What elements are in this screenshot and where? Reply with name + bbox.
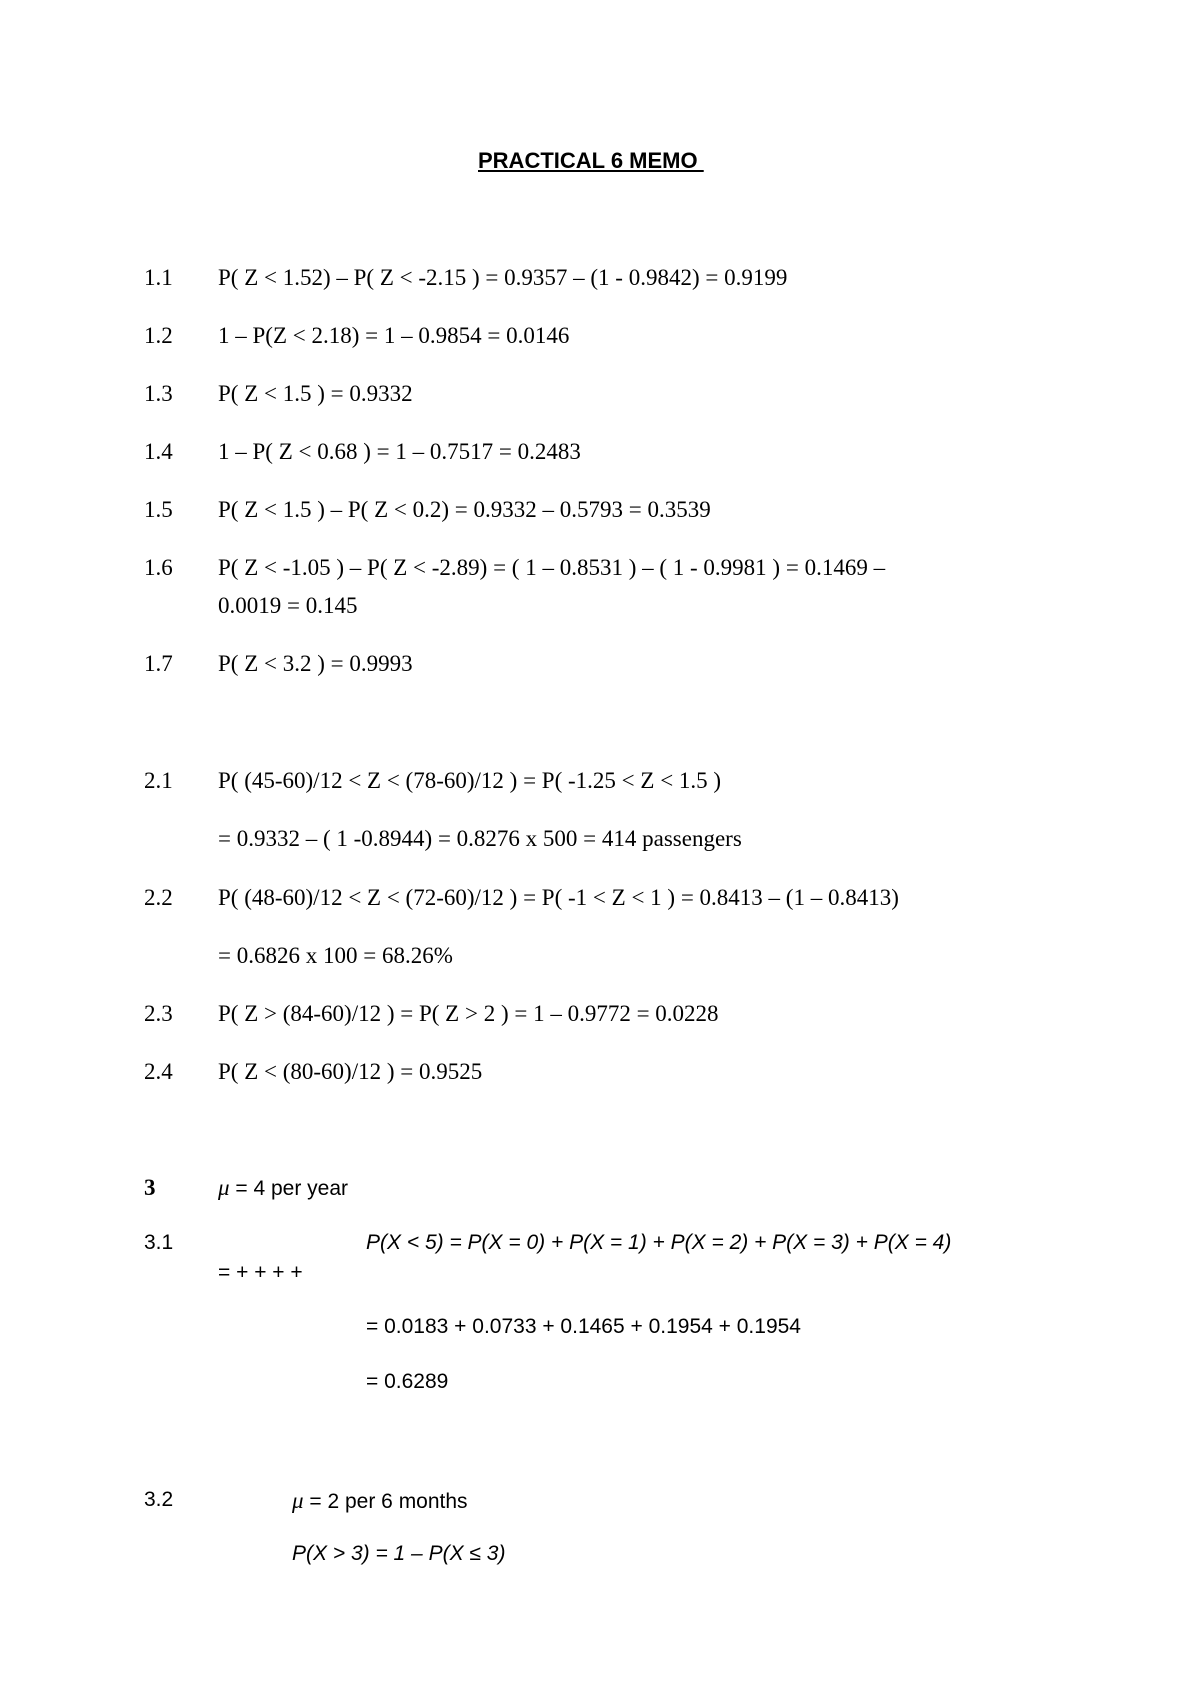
answer-text: = 0.9332 – ( 1 -0.8944) = 0.8276 x 500 = 414 passengers [218, 826, 742, 851]
question-number: 3.2 [144, 1488, 174, 1511]
answer-text: P( Z > (84-60)/12 ) = P( Z > 2 ) = 1 – 0.9772 = 0.0228 [218, 1001, 719, 1026]
answer-text: P( Z < 3.2 ) = 0.9993 [218, 651, 413, 676]
answer-text: 1 – P(Z < 2.18) = 1 – 0.9854 = 0.0146 [218, 323, 570, 348]
answer-text: = + + + + [218, 1261, 303, 1284]
mu-symbol: μ [218, 1175, 230, 1200]
question-number: 1.6 [144, 555, 173, 580]
answer-text: 0.0019 = 0.145 [218, 593, 358, 618]
question-number: 2.1 [144, 768, 173, 793]
question-number: 1.3 [144, 381, 173, 406]
question-number: 2.2 [144, 885, 173, 910]
answer-text: = 0.0183 + 0.0733 + 0.1465 + 0.1954 + 0.1954 [366, 1315, 801, 1338]
question-number: 1.7 [144, 651, 173, 676]
question-number: 1.4 [144, 439, 173, 464]
question-number: 1.1 [144, 265, 173, 290]
answer-text: P( Z < 1.5 ) = 0.9332 [218, 381, 413, 406]
answer-text: P(X > 3) = 1 – P(X ≤ 3) [292, 1542, 506, 1565]
answer-text: P( (48-60)/12 < Z < (72-60)/12 ) = P( -1 < Z < 1 ) = 0.8413 – (1 – 0.8413) [218, 885, 899, 910]
answer-text: P(X < 5) = P(X = 0) + P(X = 1) + P(X = 2) + P(X = 3) + P(X = 4) [366, 1231, 952, 1254]
page-title: PRACTICAL 6 MEMO [478, 148, 704, 173]
question-number: 3.1 [144, 1231, 174, 1254]
answer-text: P( Z < -1.05 ) – P( Z < -2.89) = ( 1 – 0.8531 ) – ( 1 - 0.9981 ) = 0.1469 – [218, 555, 886, 580]
answer-text: P( Z < 1.52) – P( Z < -2.15 ) = 0.9357 – (1 - 0.9842) = 0.9199 [218, 265, 788, 290]
question-number: 1.5 [144, 497, 173, 522]
rate-value: = 2 per 6 months [303, 1490, 468, 1513]
answer-text: P( (45-60)/12 < Z < (78-60)/12 ) = P( -1.25 < Z < 1.5 ) [218, 768, 722, 793]
answer-text: P( Z < 1.5 ) – P( Z < 0.2) = 0.9332 – 0.5793 = 0.3539 [218, 497, 711, 522]
question-number: 3 [144, 1175, 156, 1200]
question-number: 2.3 [144, 1001, 173, 1026]
rate-text [218, 1176, 348, 1199]
answer-text: = 0.6826 x 100 = 68.26% [218, 943, 453, 968]
answer-text: = 0.6289 [366, 1370, 449, 1393]
rate-value: = 4 per year [229, 1177, 349, 1200]
question-number: 1.2 [144, 323, 173, 348]
answer-text: 1 – P( Z < 0.68 ) = 1 – 0.7517 = 0.2483 [218, 439, 581, 464]
rate-text [292, 1489, 468, 1512]
mu-symbol: μ [292, 1488, 304, 1513]
answer-text: P( Z < (80-60)/12 ) = 0.9525 [218, 1059, 483, 1084]
question-number: 2.4 [144, 1059, 173, 1084]
